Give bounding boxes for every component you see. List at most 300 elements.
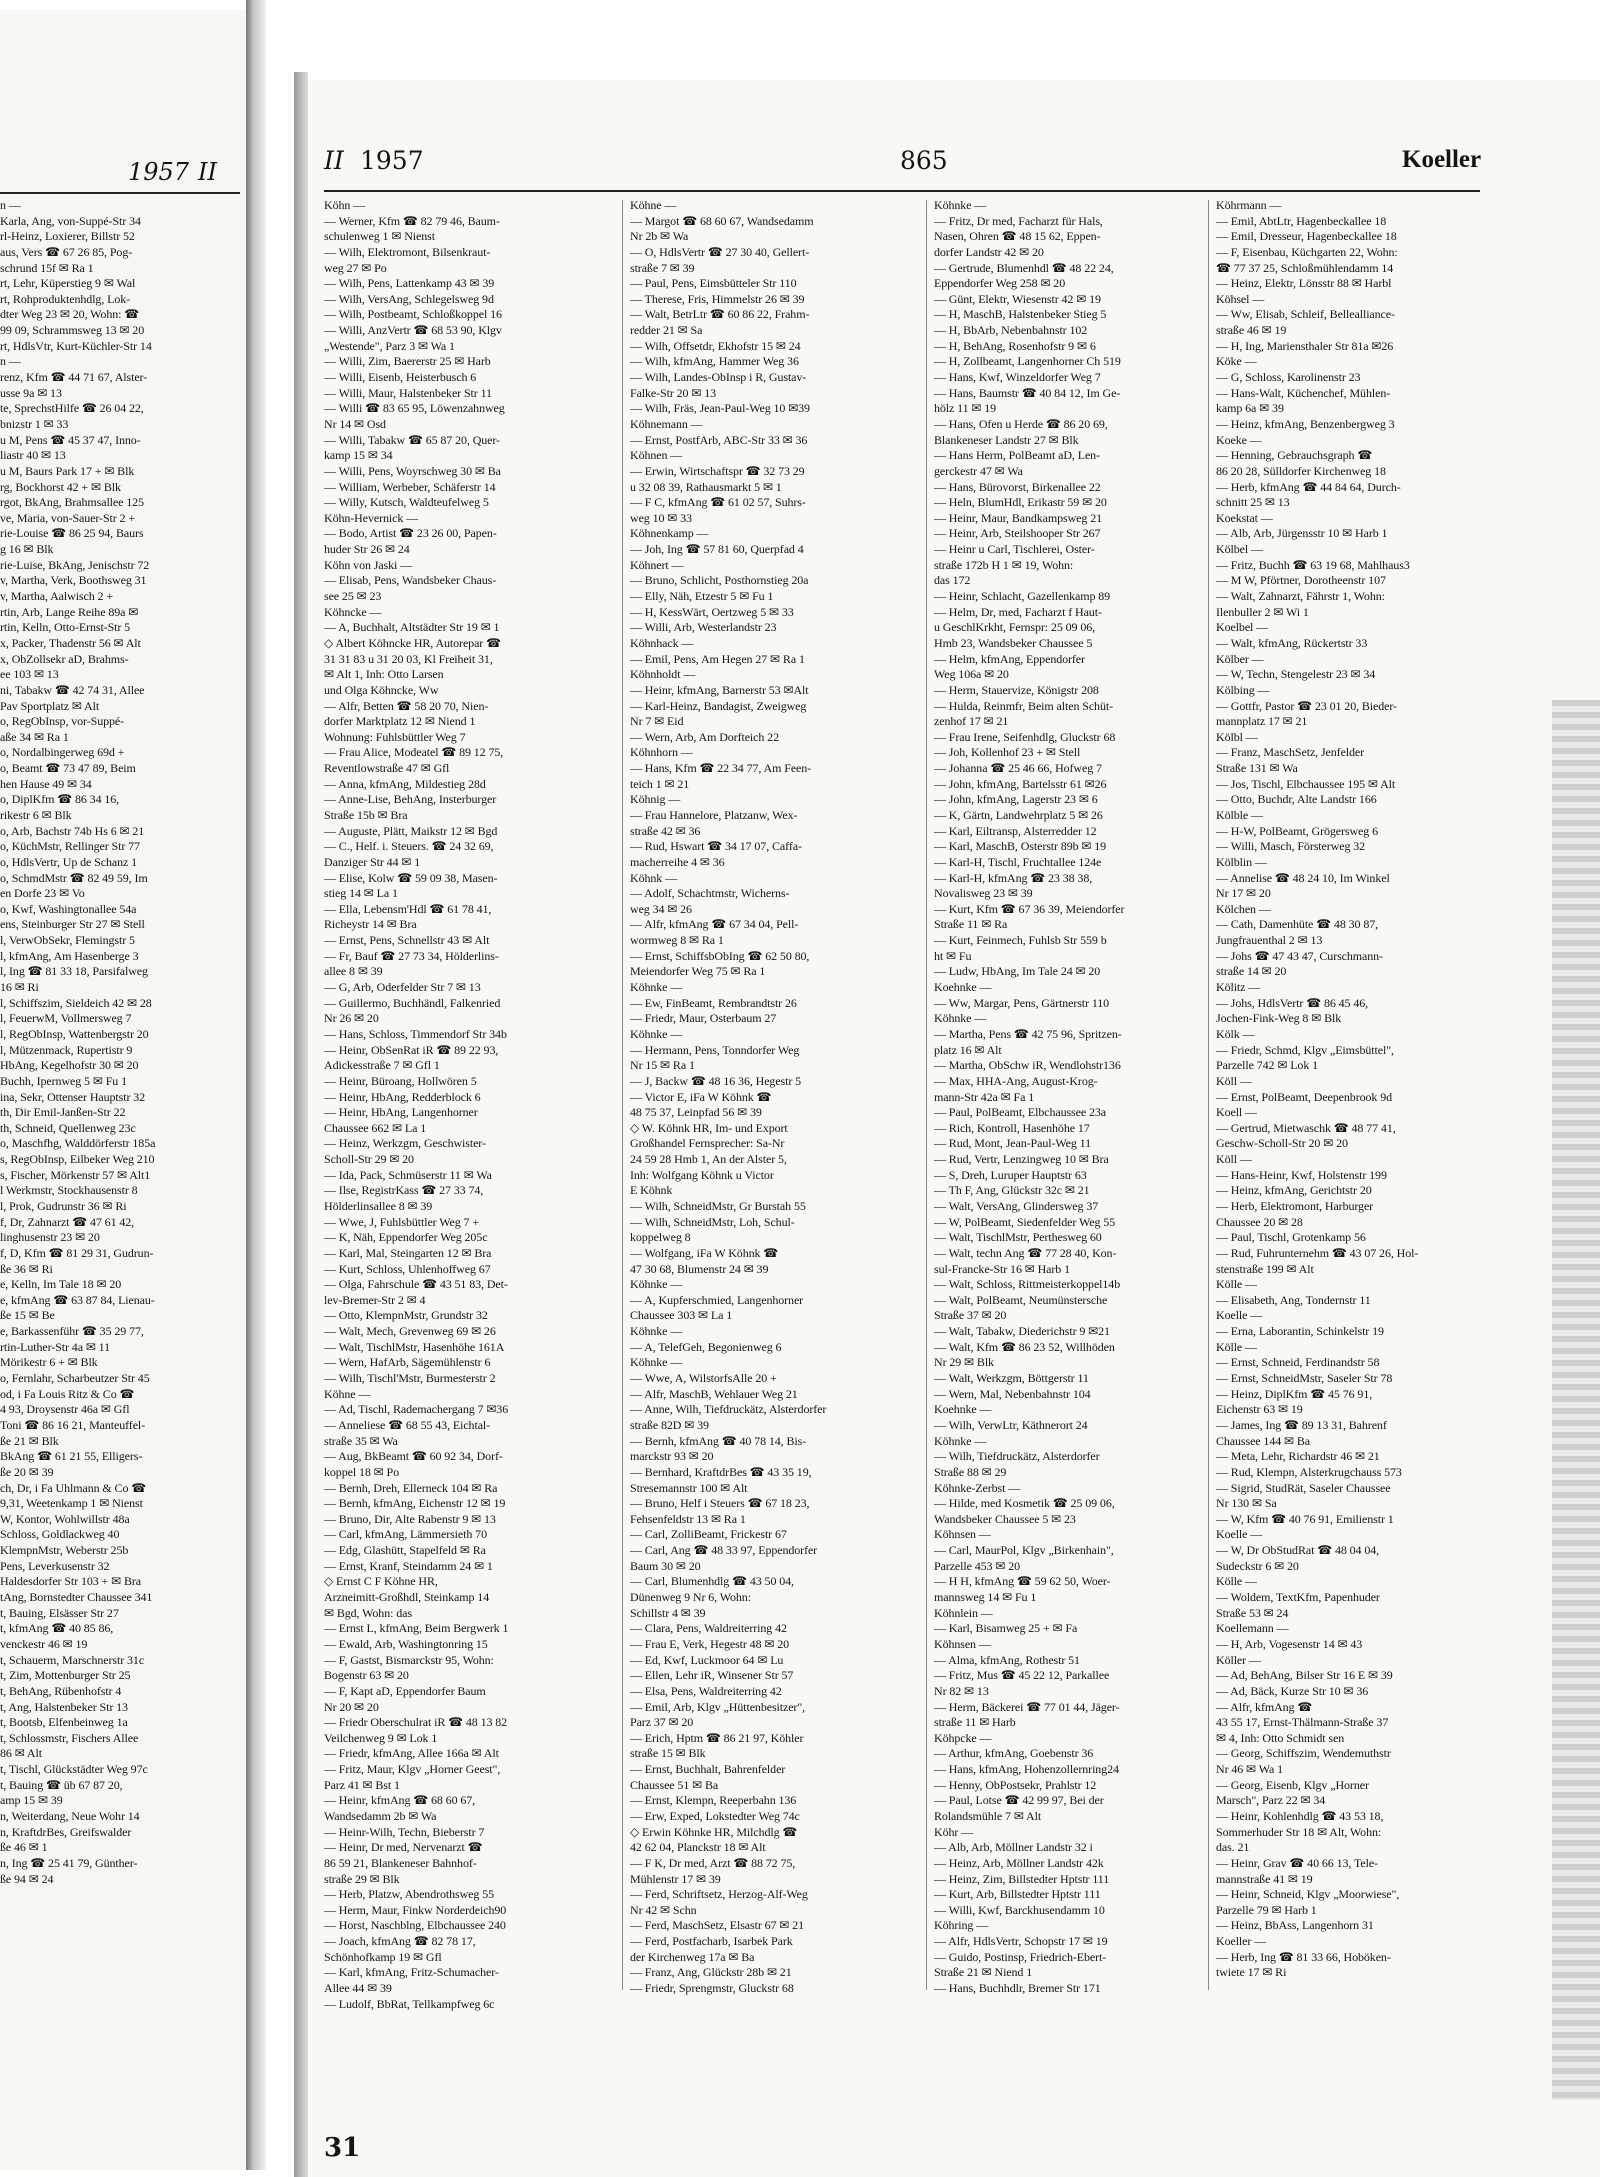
directory-entry-line: Straße 53 ✉ 24 xyxy=(1216,1605,1289,1620)
directory-entry-line: — Cath, Damenhüte ☎ 48 30 87, xyxy=(1216,917,1379,932)
directory-entry-line: Köll — xyxy=(1216,1152,1252,1167)
directory-entry-line: Wandsedamm 2b ✉ Wa xyxy=(324,1808,437,1823)
directory-entry-line: Baum 30 ✉ 20 xyxy=(630,1558,701,1573)
directory-entry-line: 42 62 04, Planckstr 18 ✉ Alt xyxy=(630,1840,766,1855)
directory-entry-line: Köhn-Hevernick — xyxy=(324,510,419,525)
directory-entry-line: straße 172b H 1 ✉ 19, Wohn: xyxy=(934,557,1074,572)
directory-entry-line: — Emil, Dresseur, Hagenbeckallee 18 xyxy=(1216,229,1397,244)
directory-entry-line: HbAng, Kegelhofstr 30 ✉ 20 xyxy=(0,1058,139,1073)
directory-entry-line: renz, Kfm ☎ 44 71 67, Alster- xyxy=(0,370,148,385)
directory-entry-line: Nasen, Ohren ☎ 48 15 62, Eppen- xyxy=(934,229,1101,244)
directory-entry-line: — Ernst, PostfArb, ABC-Str 33 ✉ 36 xyxy=(630,432,808,447)
directory-entry-line: — Herm, Maur, Finkw Norderdeich90 xyxy=(324,1902,507,1917)
directory-entry-line: rie-Louise ☎ 86 25 94, Baurs xyxy=(0,526,144,541)
directory-entry-line: — Ernst, Schneid, Ferdinandstr 58 xyxy=(1216,1355,1380,1370)
directory-entry-line: n, KraftdrBes, Greifswalder xyxy=(0,1824,132,1839)
directory-entry-line: Eppendorfer Weg 258 ✉ 20 xyxy=(934,276,1066,291)
directory-entry-line: — Ferd, Postfacharb, Isarbek Park xyxy=(630,1934,793,1949)
directory-entry-line: o, SchmdMstr ☎ 82 49 59, Im xyxy=(0,870,148,885)
directory-entry-line: 43 55 17, Ernst-Thälmann-Straße 37 xyxy=(1216,1715,1389,1730)
directory-entry-line: Nr 14 ✉ Osd xyxy=(324,416,386,431)
directory-entry-line: ✉ 4, Inh: Otto Schmidt sen xyxy=(1216,1730,1345,1745)
directory-entry-line: — Willi, Eisenb, Heisterbusch 6 xyxy=(324,370,477,385)
directory-entry-line: — Willi, AnzVertr ☎ 68 53 90, Klgv xyxy=(324,323,502,338)
directory-entry-line: — Ella, Lebensm'Hdl ☎ 61 78 41, xyxy=(324,901,492,916)
directory-entry-line: rt, Lehr, Küperstieg 9 ✉ Wal xyxy=(0,276,136,291)
directory-entry-line: — John, kfmAng, Lagerstr 23 ✉ 6 xyxy=(934,792,1098,807)
directory-entry-line: W, Kontor, Wohlwillstr 48a xyxy=(0,1511,130,1526)
directory-entry-line: n — xyxy=(0,354,21,369)
directory-entry-line: o, Nordalbingerweg 69d + xyxy=(0,745,125,760)
directory-entry-line: Wandsbeker Chaussee 5 ✉ 23 xyxy=(934,1511,1076,1526)
directory-entry-line: Köhnke — xyxy=(630,1324,683,1339)
directory-entry-line: — Woldem, TextKfm, Papenhuder xyxy=(1216,1590,1380,1605)
directory-entry-line: — Friedr, Maur, Osterbaum 27 xyxy=(630,1011,777,1026)
directory-entry-line: Köhnert — xyxy=(630,557,684,572)
directory-entry-line: BkAng ☎ 61 21 55, Elligers- xyxy=(0,1449,143,1464)
directory-entry-line: Köhnke — xyxy=(630,1277,683,1292)
directory-entry-line: ◇ Ernst C F Köhne HR, xyxy=(324,1574,438,1589)
directory-entry-line: — Wilh, VersAng, Schlegelsweg 9d xyxy=(324,291,494,306)
directory-entry-line: — K, Gärtn, Landwehrplatz 5 ✉ 26 xyxy=(934,807,1103,822)
directory-entry-line: Schillstr 4 ✉ 39 xyxy=(630,1605,706,1620)
directory-entry-line: l, Prok, Gudrunstr 36 ✉ Ri xyxy=(0,1199,127,1213)
directory-entry-line: — Wilh, VerwLtr, Käthnerort 24 xyxy=(934,1417,1088,1432)
directory-entry-line: — Heinr, Schneid, Klgv „Moorwiese", xyxy=(1216,1887,1400,1902)
directory-entry-line: — Wilh, Elektromont, Bilsenkraut- xyxy=(324,244,491,259)
directory-entry-line: — Martha, Pens ☎ 42 75 96, Spritzen- xyxy=(934,1026,1122,1041)
directory-entry-line: — Walt, Mech, Grevenweg 69 ✉ 26 xyxy=(324,1324,496,1339)
directory-entry-line: 99 09, Schrammsweg 13 ✉ 20 xyxy=(0,323,145,338)
directory-entry-line: — Wern, HafArb, Sägemühlenstr 6 xyxy=(324,1355,491,1370)
directory-entry-line: — Wilh, Tischl'Mstr, Burmesterstr 2 xyxy=(324,1371,496,1386)
header-running-head: Koeller xyxy=(1402,146,1482,173)
directory-entry-line: rikestr 6 ✉ Blk xyxy=(0,807,72,822)
directory-entry-line: l, kfmAng, Am Hasenberge 3 xyxy=(0,948,139,963)
directory-entry-line: 47 30 68, Blumenstr 24 ✉ 39 xyxy=(630,1261,769,1276)
directory-entry-line: Veilchenweg 9 ✉ Lok 1 xyxy=(324,1730,438,1745)
directory-entry-line: zenhof 17 ✉ 21 xyxy=(934,714,1009,729)
directory-entry-line: — Bruno, Helf i Steuers ☎ 67 18 23, xyxy=(630,1496,810,1511)
directory-entry-line: t, Tischl, Glückstädter Weg 97c xyxy=(0,1762,148,1777)
directory-column-2 xyxy=(630,198,920,1997)
directory-entry-line: Parzelle 453 ✉ 20 xyxy=(934,1558,1020,1573)
column-divider xyxy=(926,200,927,1990)
directory-entry-line: — Jos, Tischl, Elbchaussee 195 ✉ Alt xyxy=(1216,776,1396,791)
directory-entry-line: o, RegObInsp, vor-Suppé- xyxy=(0,714,125,729)
directory-entry-line: Jochen-Fink-Weg 8 ✉ Blk xyxy=(1216,1011,1342,1026)
directory-entry-line: ße 36 ✉ Ri xyxy=(0,1261,53,1276)
directory-entry-line: — Anneliese ☎ 68 55 43, Eichtal- xyxy=(324,1417,491,1432)
directory-entry-line: — Heln, BlumHdl, Erikastr 59 ✉ 20 xyxy=(934,495,1107,510)
directory-entry-line: Chaussee 303 ✉ La 1 xyxy=(630,1308,733,1323)
directory-entry-line: — K, Näh, Eppendorfer Weg 205c xyxy=(324,1230,488,1245)
directory-entry-line: — H-W, PolBeamt, Grögersweg 6 xyxy=(1216,823,1378,838)
directory-entry-line: — Wilh, Fräs, Jean-Paul-Weg 10 ✉39 xyxy=(630,401,810,416)
directory-entry-line: — Guillermo, Buchhändl, Falkenried xyxy=(324,995,501,1010)
directory-entry-line: — Willi, Maur, Halstenbeker Str 11 xyxy=(324,385,492,400)
directory-entry-line: weg 34 ✉ 26 xyxy=(630,901,692,916)
directory-entry-line: Kölble — xyxy=(1216,807,1263,822)
directory-entry-line: — Horst, Naschblng, Elbchaussee 240 xyxy=(324,1918,506,1933)
directory-entry-line: — Ernst, Buchhalt, Bahrenfelder xyxy=(630,1762,786,1777)
directory-entry-line: — H, BehAng, Rosenhofstr 9 ✉ 6 xyxy=(934,338,1096,353)
directory-entry-line: rt, HdlsVtr, Kurt-Küchler-Str 14 xyxy=(0,338,152,353)
directory-entry-line: — Wwe, J, Fuhlsbüttler Weg 7 + xyxy=(324,1214,480,1229)
directory-entry-line: — Joh, Kollenhof 23 + ✉ Stell xyxy=(934,745,1081,760)
directory-entry-line: Köhnhack — xyxy=(630,635,694,650)
directory-entry-line: — Anne-Lise, BehAng, Insterburger xyxy=(324,792,497,807)
directory-entry-line: — Friedr Oberschulrat iR ☎ 48 13 82 xyxy=(324,1715,508,1730)
directory-entry-line: — W, Kfm ☎ 40 76 91, Emilienstr 1 xyxy=(1216,1511,1394,1526)
directory-entry-line: s, RegObInsp, Eilbeker Weg 210 xyxy=(0,1152,155,1167)
directory-entry-line: — Walt, VersAng, Glindersweg 37 xyxy=(934,1199,1099,1213)
header-year: 1957 xyxy=(360,146,424,175)
directory-entry-line: — Fr, Bauf ☎ 27 73 34, Hölderlins- xyxy=(324,948,499,963)
directory-entry-line: — Heinr, kfmAng ☎ 68 60 67, xyxy=(324,1793,476,1808)
directory-entry-line: l, VerwObSekr, Flemingstr 5 xyxy=(0,933,135,948)
directory-entry-line: — Edg, Glashütt, Stapelfeld ✉ Ra xyxy=(324,1543,486,1558)
directory-entry-line: Jungfrauenthal 2 ✉ 13 xyxy=(1216,933,1323,948)
directory-entry-line: — Paul, Pens, Eimsbütteler Str 110 xyxy=(630,276,797,291)
directory-entry-line: Köhncke — xyxy=(324,604,382,619)
directory-entry-line: huder Str 26 ✉ 24 xyxy=(324,542,410,557)
directory-entry-line: 48 75 37, Leinpfad 56 ✉ 39 xyxy=(630,1105,762,1120)
directory-entry-line: — Erna, Laborantin, Schinkelstr 19 xyxy=(1216,1324,1384,1339)
directory-entry-line: twiete 17 ✉ Ri xyxy=(1216,1965,1287,1980)
directory-entry-line: — Hermann, Pens, Tonndorfer Weg xyxy=(630,1042,800,1057)
directory-entry-line: Kölblin — xyxy=(1216,854,1267,869)
directory-entry-line: — Rud, Fuhrunternehm ☎ 43 07 26, Hol- xyxy=(1216,1245,1419,1260)
directory-entry-line: s, Fischer, Mörkenstr 57 ✉ Alt1 xyxy=(0,1167,151,1182)
directory-entry-line: Nr 29 ✉ Blk xyxy=(934,1355,994,1370)
directory-entry-line: Straße 131 ✉ Wa xyxy=(1216,761,1298,776)
directory-entry-line: — Therese, Fris, Himmelstr 26 ✉ 39 xyxy=(630,291,805,306)
directory-entry-line: — Bernh, kfmAng ☎ 40 78 14, Bis- xyxy=(630,1433,807,1448)
directory-entry-line: weg 10 ✉ 33 xyxy=(630,510,692,525)
directory-entry-line: — Th F, Ang, Glückstr 32c ✉ 21 xyxy=(934,1183,1090,1198)
directory-entry-line: Wohnung: Fuhlsbüttler Weg 7 xyxy=(324,729,466,744)
directory-entry-line: — Bernh, Dreh, Ellerneck 104 ✉ Ra xyxy=(324,1480,498,1495)
directory-entry-line: — Ed, Kwf, Luckmoor 64 ✉ Lu xyxy=(630,1652,784,1667)
directory-entry-line: n — xyxy=(0,198,21,212)
directory-entry-line: redder 21 ✉ Sa xyxy=(630,323,703,338)
directory-entry-line: — Ew, FinBeamt, Rembrandtstr 26 xyxy=(630,995,797,1010)
directory-entry-line: ina, Sekr, Ottenser Hauptstr 32 xyxy=(0,1089,146,1104)
directory-entry-line: — Herm, Stauervize, Königstr 208 xyxy=(934,682,1099,697)
directory-entry-line: Kölchen — xyxy=(1216,901,1271,916)
directory-entry-line: — Alb, Arb, Jürgensstr 10 ✉ Harb 1 xyxy=(1216,526,1388,541)
directory-entry-line: — Ernst, Klempn, Reeperbahn 136 xyxy=(630,1793,797,1808)
directory-entry-line: — H, Zollbeamt, Langenhorner Ch 519 xyxy=(934,354,1121,369)
directory-entry-line: — Helm, Dr, med, Facharzt f Haut- xyxy=(934,604,1102,619)
directory-entry-line: u 32 08 39, Rathausmarkt 5 ✉ 1 xyxy=(630,479,782,494)
directory-entry-line: Sudeckstr 6 ✉ 20 xyxy=(1216,1558,1299,1573)
right-header-rule xyxy=(324,190,1480,192)
directory-entry-line: hölz 11 ✉ 19 xyxy=(934,401,997,416)
directory-entry-line: Rolandsmühle 7 ✉ Alt xyxy=(934,1808,1042,1823)
directory-entry-line: — Karl, Eiltransp, Alsterredder 12 xyxy=(934,823,1097,838)
directory-entry-line: Köhnsen — xyxy=(934,1527,991,1542)
directory-entry-line: — Paul, PolBeamt, Elbchaussee 23a xyxy=(934,1105,1107,1120)
directory-entry-line: — H H, kfmAng ☎ 59 62 50, Woer- xyxy=(934,1574,1111,1589)
directory-entry-line: Köhr — xyxy=(934,1824,974,1839)
directory-entry-line: Sommerhuder Str 18 ✉ Alt, Wohn: xyxy=(1216,1824,1382,1839)
directory-entry-line: Karla, Ang, von-Suppé-Str 34 xyxy=(0,213,141,228)
directory-entry-line: — Heinz, Arb, Möllner Landstr 42k xyxy=(934,1855,1104,1870)
directory-entry-line: Nr 82 ✉ 13 xyxy=(934,1683,989,1698)
directory-entry-line: l, RegObInsp, Wattenbergstr 20 xyxy=(0,1026,149,1041)
directory-entry-line: Arzneimitt-Großhdl, Steinkamp 14 xyxy=(324,1590,490,1605)
directory-entry-line: — Heinz, Elektr, Lönsstr 88 ✉ Harbl xyxy=(1216,276,1392,291)
directory-entry-line: — Alfr, kfmAng ☎ 67 34 04, Pell- xyxy=(630,917,799,932)
directory-entry-line: Köhring — xyxy=(934,1918,989,1933)
directory-entry-line: — Ernst, SchiffsbObIng ☎ 62 50 80, xyxy=(630,948,810,963)
directory-entry-line: Parz 41 ✉ Bst 1 xyxy=(324,1777,400,1792)
directory-entry-line: th, Schneid, Quellenweg 23c xyxy=(0,1120,136,1135)
directory-entry-line: — Wwe, A, WilstorfsAlle 20 + xyxy=(630,1371,777,1386)
directory-entry-line: — Meta, Lehr, Richardstr 46 ✉ 21 xyxy=(1216,1449,1380,1464)
directory-entry-line: Bogenstr 63 ✉ 20 xyxy=(324,1668,409,1683)
directory-entry-line: — Henny, ObPostsekr, Prahlstr 12 xyxy=(934,1777,1097,1792)
directory-entry-line: — Wilh, SchneidMstr, Gr Burstah 55 xyxy=(630,1199,806,1213)
directory-entry-line: straße 7 ✉ 39 xyxy=(630,260,695,275)
directory-entry-line: — Walt, Zahnarzt, Fährstr 1, Wohn: xyxy=(1216,589,1385,604)
directory-entry-line: Marsch", Parz 22 ✉ 34 xyxy=(1216,1793,1326,1808)
directory-entry-line: 16 ✉ Ri xyxy=(0,980,39,995)
directory-entry-line: Hölderlinsallee 8 ✉ 39 xyxy=(324,1199,433,1213)
directory-entry-line: — Frau E, Verk, Hegestr 48 ✉ 20 xyxy=(630,1636,790,1651)
directory-entry-line: — Hans-Walt, Küchenchef, Mühlen- xyxy=(1216,385,1391,400)
directory-entry-line: Pav Sportplatz ✉ Alt xyxy=(0,698,100,713)
directory-entry-line: teich 1 ✉ 21 xyxy=(630,776,690,791)
directory-entry-line: Köhnemann — xyxy=(630,416,703,431)
directory-entry-line: Nr 15 ✉ Ra 1 xyxy=(630,1058,695,1073)
directory-entry-line: — Walt, Kfm ☎ 86 23 52, Willhöden xyxy=(934,1339,1115,1354)
directory-entry-line: — Emil, Arb, Klgv „Hüttenbesitzer", xyxy=(630,1699,806,1714)
directory-entry-line: u M, Pens ☎ 45 37 47, Inno- xyxy=(0,432,141,447)
directory-entry-line: t, Zim, Mottenburger Str 25 xyxy=(0,1668,131,1683)
directory-entry-line: — Willi ☎ 83 65 95, Löwenzahnweg xyxy=(324,401,505,416)
directory-entry-line: v, Martha, Verk, Boothsweg 31 xyxy=(0,573,147,588)
directory-entry-line: — Heinr, Kohlenhdlg ☎ 43 53 18, xyxy=(1216,1808,1384,1823)
directory-entry-line: ße 15 ✉ Be xyxy=(0,1308,55,1323)
directory-entry-line: Allee 44 ✉ 39 xyxy=(324,1981,392,1996)
directory-entry-line: e, Kelln, Im Tale 18 ✉ 20 xyxy=(0,1277,122,1292)
directory-entry-line: rtin, Kelln, Otto-Ernst-Str 5 xyxy=(0,620,131,635)
directory-entry-line: amp 15 ✉ 39 xyxy=(0,1793,63,1808)
directory-entry-line: te, SprechstHilfe ☎ 26 04 22, xyxy=(0,401,144,416)
directory-entry-line: straße 11 ✉ Harb xyxy=(934,1715,1016,1730)
directory-entry-line: Köhnke — xyxy=(630,1355,683,1370)
directory-entry-line: — Walt, Werkzgm, Böttgerstr 11 xyxy=(934,1371,1089,1386)
directory-entry-line: bnizstr 1 ✉ 33 xyxy=(0,416,69,431)
directory-entry-line: — Karl, MaschB, Osterstr 89b ✉ 19 xyxy=(934,839,1107,854)
directory-entry-line: t, Bootsb, Elfenbeinweg 1a xyxy=(0,1715,128,1730)
column-divider xyxy=(622,200,623,1990)
directory-entry-line: — H, KessWärt, Oertzweg 5 ✉ 33 xyxy=(630,604,794,619)
directory-entry-line: — F, Kapt aD, Eppendorfer Baum xyxy=(324,1683,486,1698)
directory-entry-line: e, Barkassenführ ☎ 35 29 77, xyxy=(0,1324,144,1339)
directory-entry-line: — Auguste, Plätt, Maikstr 12 ✉ Bgd xyxy=(324,823,498,838)
directory-entry-line: straße 82D ✉ 39 xyxy=(630,1417,709,1432)
directory-entry-line: rgot, BkAng, Brahmsallee 125 xyxy=(0,495,144,510)
directory-entry-line: rtin, Arb, Lange Reihe 89a ✉ xyxy=(0,604,139,619)
directory-entry-line: — Wilh, kfmAng, Hammer Weg 36 xyxy=(630,354,799,369)
directory-entry-line: Scholl-Str 29 ✉ 20 xyxy=(324,1152,414,1167)
directory-entry-line: — Joh, Ing ☎ 57 81 60, Querpfad 4 xyxy=(630,542,804,557)
directory-entry-line: — H, MaschB, Halstenbeker Stieg 5 xyxy=(934,307,1107,322)
directory-entry-line: — Carl, Blumenhdlg ☎ 43 50 04, xyxy=(630,1574,794,1589)
directory-entry-line: 86 20 28, Sülldorfer Kirchenweg 18 xyxy=(1216,463,1386,478)
directory-entry-line: n, Weiterdang, Neue Wohr 14 xyxy=(0,1808,140,1823)
directory-entry-line: straße 29 ✉ Blk xyxy=(324,1871,400,1886)
directory-entry-line: Reventlowstraße 47 ✉ Gfl xyxy=(324,761,450,776)
directory-entry-line: o, Beamt ☎ 73 47 89, Beim xyxy=(0,761,136,776)
directory-entry-line: — Heinr, Dr med, Nervenarzt ☎ xyxy=(324,1840,483,1855)
directory-entry-line: — Hulda, Reinmfr, Beim alten Schüt- xyxy=(934,698,1113,713)
directory-entry-line: — Georg, Eisenb, Klgv „Horner xyxy=(1216,1777,1369,1792)
directory-entry-line: Nr 46 ✉ Wa 1 xyxy=(1216,1762,1283,1777)
directory-entry-line: allee 8 ✉ 39 xyxy=(324,964,383,979)
right-page-header xyxy=(324,146,1482,186)
directory-entry-line: Weg 106a ✉ 20 xyxy=(934,667,1009,682)
directory-entry-line: — Hans-Heinr, Kwf, Holstenstr 199 xyxy=(1216,1167,1387,1182)
directory-entry-line: — Fritz, Mus ☎ 45 22 12, Parkallee xyxy=(934,1668,1110,1683)
directory-entry-line: — Heinr, kfmAng, Barnerstr 53 ✉Alt xyxy=(630,682,809,697)
directory-entry-line: straße 42 ✉ 36 xyxy=(630,823,701,838)
directory-entry-line: — F C, kfmAng ☎ 61 02 57, Suhrs- xyxy=(630,495,806,510)
directory-entry-line: schnitt 25 ✉ 13 xyxy=(1216,495,1290,510)
directory-entry-line: ße 94 ✉ 24 xyxy=(0,1871,54,1886)
directory-entry-line: — Walt, BetrLtr ☎ 60 86 22, Frahm- xyxy=(630,307,810,322)
directory-entry-line: dorfer Landstr 42 ✉ 20 xyxy=(934,244,1044,259)
directory-entry-line: — Ferd, Schriftsetz, Herzog-Alf-Weg xyxy=(630,1887,808,1902)
directory-entry-line: Nr 130 ✉ Sa xyxy=(1216,1496,1277,1511)
directory-entry-line: stenstraße 199 ✉ Alt xyxy=(1216,1261,1314,1276)
directory-entry-line: Schönhofkamp 19 ✉ Gfl xyxy=(324,1949,442,1964)
directory-entry-line: tAng, Bornstedter Chaussee 341 xyxy=(0,1590,153,1605)
directory-entry-line: Köhnig — xyxy=(630,792,681,807)
directory-entry-line: — Ernst, SchneidMstr, Saseler Str 78 xyxy=(1216,1371,1393,1386)
directory-entry-line: — Wilh, Landes-ObInsp i R, Gustav- xyxy=(630,370,807,385)
directory-entry-line: — Henning, Gebrauchsgraph ☎ xyxy=(1216,448,1373,463)
directory-entry-line: rie-Luise, BkAng, Jenischstr 72 xyxy=(0,557,150,572)
directory-entry-line: Großhandel Fernsprecher: Sa-Nr xyxy=(630,1136,785,1151)
directory-entry-line: x, ObZollsekr aD, Brahms- xyxy=(0,651,129,666)
directory-entry-line: — Gertrud, Mietwaschk ☎ 48 77 41, xyxy=(1216,1120,1396,1135)
directory-entry-line: der Kirchenweg 17a ✉ Ba xyxy=(630,1949,755,1964)
directory-entry-line: — Frau Hannelore, Platzanw, Wex- xyxy=(630,807,798,822)
directory-entry-line: Köhnholdt — xyxy=(630,667,696,682)
directory-entry-line: Köhne — xyxy=(324,1386,371,1401)
directory-entry-line: Nr 2b ✉ Wa xyxy=(630,229,689,244)
directory-entry-line: koppel 18 ✉ Po xyxy=(324,1464,399,1479)
directory-entry-line: — Alfr, kfmAng ☎ xyxy=(1216,1699,1313,1714)
directory-entry-line: t, Schauerm, Marschnerstr 31c xyxy=(0,1652,145,1667)
directory-entry-line: schulenweg 1 ✉ Nienst xyxy=(324,229,435,244)
directory-entry-line: macherreihe 4 ✉ 36 xyxy=(630,854,725,869)
directory-entry-line: Richeystr 14 ✉ Bra xyxy=(324,917,417,932)
directory-entry-line: o, Arb, Bachstr 74b Hs 6 ✉ 21 xyxy=(0,823,145,838)
directory-entry-line: — Bernh, kfmAng, Eichenstr 12 ✉ 19 xyxy=(324,1496,506,1511)
directory-entry-line: — Alfr, MaschB, Wehlauer Weg 21 xyxy=(630,1386,798,1401)
directory-entry-line: — Hilde, med Kosmetik ☎ 25 09 06, xyxy=(934,1496,1115,1511)
directory-entry-line: ens, Steinburger Str 27 ✉ Stell xyxy=(0,917,145,932)
directory-entry-line: — Guido, Postinsp, Friedrich-Ebert- xyxy=(934,1949,1107,1964)
directory-entry-line: t, BehAng, Rübenhofstr 4 xyxy=(0,1683,122,1698)
directory-entry-line: — Rich, Kontroll, Hasenhöhe 17 xyxy=(934,1120,1090,1135)
directory-entry-line: — Karl, Bisamweg 25 + ✉ Fa xyxy=(934,1621,1078,1636)
directory-entry-line: Straße 21 ✉ Niend 1 xyxy=(934,1965,1033,1980)
directory-entry-line: — J, Backw ☎ 48 16 36, Hegestr 5 xyxy=(630,1073,802,1088)
directory-entry-line: Köhnlein — xyxy=(934,1605,993,1620)
directory-entry-line: — S, Dreh, Luruper Hauptstr 63 xyxy=(934,1167,1087,1182)
directory-entry-line: straße 46 ✉ 19 xyxy=(1216,323,1287,338)
directory-entry-line: Köhsel — xyxy=(1216,291,1265,306)
directory-entry-line: — Joach, kfmAng ☎ 82 78 17, xyxy=(324,1934,476,1949)
directory-entry-line: KlempnMstr, Weberstr 25b xyxy=(0,1543,129,1558)
directory-entry-line: — Heinr, Grav ☎ 40 66 13, Tele- xyxy=(1216,1855,1378,1870)
directory-entry-line: — A, Kupferschmied, Langenhorner xyxy=(630,1292,804,1307)
directory-entry-line: Nr 26 ✉ 20 xyxy=(324,1011,379,1026)
directory-entry-line: Kölitz — xyxy=(1216,980,1261,995)
page-edge xyxy=(294,72,308,2177)
directory-entry-line: — Willi, Masch, Försterweg 32 xyxy=(1216,839,1366,854)
directory-entry-line: Mörikestr 6 + ✉ Blk xyxy=(0,1355,98,1370)
directory-entry-line: — Wilh, Postbeamt, Schloßkoppel 16 xyxy=(324,307,502,322)
directory-entry-line: en Dorfe 23 ✉ Vo xyxy=(0,886,85,901)
directory-entry-line: — Alma, kfmAng, Rothestr 51 xyxy=(934,1652,1080,1667)
directory-entry-line: straße 14 ✉ 20 xyxy=(1216,964,1287,979)
directory-entry-line: t, Bauing, Elsässer Str 27 xyxy=(0,1605,119,1620)
directory-entry-line: Haldesdorfer Str 103 + ✉ Bra xyxy=(0,1574,141,1589)
directory-entry-line: — Margot ☎ 68 60 67, Wandsedamm xyxy=(630,213,814,228)
directory-entry-line: — F, Gastst, Bismarckstr 95, Wohn: xyxy=(324,1652,494,1667)
directory-entry-line: Kölbl — xyxy=(1216,729,1258,744)
directory-entry-line: ße 46 ✉ 1 xyxy=(0,1840,48,1855)
directory-entry-line: — Herb, kfmAng ☎ 44 84 64, Durch- xyxy=(1216,479,1401,494)
directory-entry-line: — Elly, Näh, Etzestr 5 ✉ Fu 1 xyxy=(630,589,774,604)
directory-entry-line: aus, Vers ☎ 67 26 85, Pog- xyxy=(0,244,133,259)
directory-entry-line: — Heinz, kfmAng, Gerichtstr 20 xyxy=(1216,1183,1372,1198)
directory-entry-line: — Heinz, Zim, Billstedter Hptstr 111 xyxy=(934,1871,1110,1886)
directory-entry-line: — William, Werbeber, Schäferstr 14 xyxy=(324,479,496,494)
directory-entry-line: — Walt, techn Ang ☎ 77 28 40, Kon- xyxy=(934,1245,1117,1260)
directory-entry-line: — Heinz, BbAss, Langenhorn 31 xyxy=(1216,1918,1374,1933)
directory-entry-line: — Johs ☎ 47 43 47, Curschmann- xyxy=(1216,948,1383,963)
directory-entry-line: — Hans, Ofen u Herde ☎ 86 20 69, xyxy=(934,416,1108,431)
header-page-number: 865 xyxy=(900,146,948,175)
directory-entry-line: mannsweg 14 ✉ Fu 1 xyxy=(934,1590,1037,1605)
directory-entry-line: Stresemannstr 100 ✉ Alt xyxy=(630,1480,748,1495)
directory-entry-line: — Hans Herm, PolBeamt aD, Len- xyxy=(934,448,1100,463)
directory-entry-line: usse 9a ✉ 13 xyxy=(0,385,62,400)
directory-entry-line: 31 31 83 u 31 20 03, Kl Freiheit 31, xyxy=(324,651,493,666)
directory-entry-line: — Frau Irene, Seifenhdlg, Gluckstr 68 xyxy=(934,729,1116,744)
directory-entry-line: — Ferd, MaschSetz, Elsastr 67 ✉ 21 xyxy=(630,1918,804,1933)
directory-entry-line: 86 ✉ Alt xyxy=(0,1746,42,1761)
directory-entry-line: — C., Helf. i. Steuers. ☎ 24 32 69, xyxy=(324,839,494,854)
directory-entry-line: — Bodo, Artist ☎ 23 26 00, Papen- xyxy=(324,526,497,541)
directory-entry-line: — Heinr u Carl, Tischlerei, Oster- xyxy=(934,542,1095,557)
directory-entry-line: Köhnke — xyxy=(934,1011,987,1026)
directory-entry-line: — Hans, Baumstr ☎ 40 84 12, Im Ge- xyxy=(934,385,1121,400)
directory-entry-line: — F K, Dr med, Arzt ☎ 88 72 75, xyxy=(630,1855,796,1870)
directory-entry-line: Inh: Wolfgang Köhnk u Victor xyxy=(630,1167,774,1182)
directory-entry-line: — Friedr, kfmAng, Allee 166a ✉ Alt xyxy=(324,1746,499,1761)
directory-entry-line: — G, Schloss, Karolinenstr 23 xyxy=(1216,370,1361,385)
